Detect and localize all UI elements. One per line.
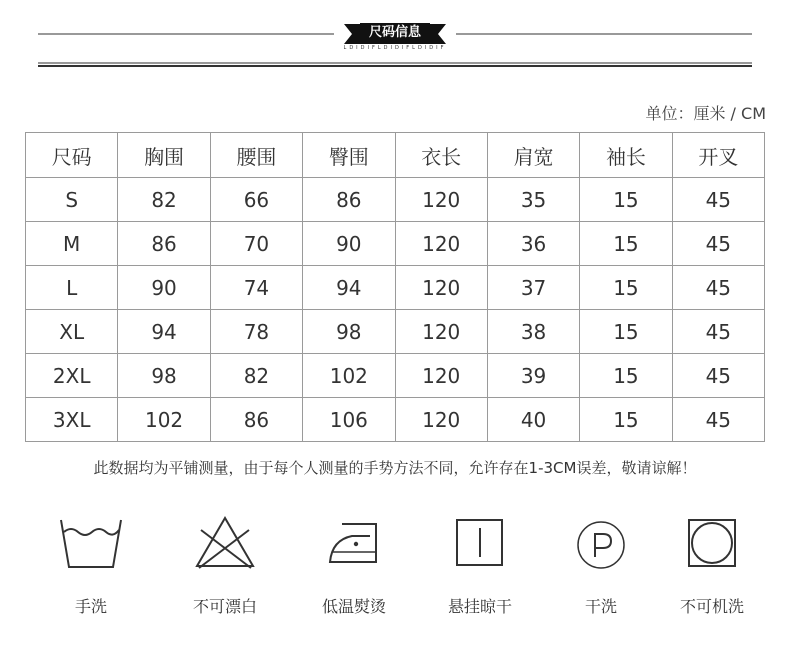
column-header: 肩宽: [487, 133, 579, 178]
care-label: 不可机洗: [679, 597, 744, 616]
hand-wash-icon: [31, 512, 151, 582]
table-cell: 15: [580, 354, 672, 398]
table-cell: 45: [672, 398, 764, 442]
table-cell: 74: [210, 266, 302, 310]
care-label: 干洗: [584, 597, 617, 616]
table-cell: 94: [118, 310, 210, 354]
table-cell: XL: [26, 310, 118, 354]
table-cell: 45: [672, 266, 764, 310]
hang-dry-icon: [420, 512, 540, 582]
table-row: [26, 398, 765, 442]
table-cell: 120: [395, 398, 487, 442]
table-cell: 45: [672, 354, 764, 398]
table-cell: 102: [303, 354, 395, 398]
table-cell: S: [26, 178, 118, 222]
column-header: 开叉: [672, 133, 764, 178]
table-cell: 86: [210, 398, 302, 442]
table-cell: 120: [395, 266, 487, 310]
table-cell: L: [26, 266, 118, 310]
table-cell: 15: [580, 178, 672, 222]
size-table: [25, 132, 765, 442]
table-header-row: [26, 133, 765, 178]
column-header: 尺码: [26, 133, 118, 178]
table-cell: 38: [487, 310, 579, 354]
table-row: [26, 310, 765, 354]
no-tumble-dry-icon: [652, 512, 772, 582]
table-cell: 70: [210, 222, 302, 266]
table-cell: 98: [118, 354, 210, 398]
table-cell: 36: [487, 222, 579, 266]
table-cell: 120: [395, 222, 487, 266]
table-cell: 90: [303, 222, 395, 266]
care-item-hand-wash: [31, 512, 151, 622]
care-label: 不可漂白: [192, 597, 257, 616]
care-item-dry-clean: [541, 512, 661, 622]
table-cell: 35: [487, 178, 579, 222]
table-cell: 106: [303, 398, 395, 442]
table-cell: 82: [210, 354, 302, 398]
care-item-no-tumble-dry: [652, 512, 772, 622]
header-title: 尺码信息: [368, 25, 421, 40]
table-cell: 66: [210, 178, 302, 222]
care-label: 低温熨烫: [321, 597, 386, 616]
table-cell: 98: [303, 310, 395, 354]
care-label: 悬挂晾干: [447, 597, 512, 616]
unit-label: 单位：厘米 / CM: [645, 104, 766, 123]
table-cell: 120: [395, 310, 487, 354]
table-cell: 15: [580, 222, 672, 266]
table-cell: 94: [303, 266, 395, 310]
column-header: 袖长: [580, 133, 672, 178]
column-header: 胸围: [118, 133, 210, 178]
table-cell: 86: [303, 178, 395, 222]
table-cell: 120: [395, 178, 487, 222]
table-cell: 78: [210, 310, 302, 354]
section-header: [0, 0, 790, 70]
table-cell: 15: [580, 310, 672, 354]
table-cell: 3XL: [26, 398, 118, 442]
care-instructions: [0, 512, 790, 632]
table-cell: 120: [395, 354, 487, 398]
table-cell: 40: [487, 398, 579, 442]
care-item-no-bleach: [165, 512, 285, 622]
table-cell: 15: [580, 266, 672, 310]
table-cell: 45: [672, 222, 764, 266]
table-cell: 39: [487, 354, 579, 398]
table-cell: 82: [118, 178, 210, 222]
table-cell: 45: [672, 178, 764, 222]
header-subtitle: LDIDIFLDIDIFLDIDIF: [343, 45, 447, 51]
measurement-note: 此数据均为平铺测量，由于每个人测量的手势方法不同，允许存在1-3CM误差，敬请谅解！: [93, 459, 697, 477]
low-iron-icon: [294, 512, 414, 582]
no-bleach-icon: [165, 512, 285, 582]
care-item-low-iron: [294, 512, 414, 622]
column-header: 衣长: [395, 133, 487, 178]
dry-clean-icon: [541, 512, 661, 582]
table-cell: 102: [118, 398, 210, 442]
table-row: [26, 354, 765, 398]
column-header: 腰围: [210, 133, 302, 178]
table-cell: 86: [118, 222, 210, 266]
care-label: 手洗: [74, 597, 107, 616]
table-row: [26, 266, 765, 310]
table-cell: 2XL: [26, 354, 118, 398]
table-cell: 37: [487, 266, 579, 310]
table-cell: 45: [672, 310, 764, 354]
table-row: [26, 178, 765, 222]
table-cell: M: [26, 222, 118, 266]
table-cell: 90: [118, 266, 210, 310]
table-cell: 15: [580, 398, 672, 442]
table-row: [26, 222, 765, 266]
column-header: 臀围: [303, 133, 395, 178]
care-item-hang-dry: [420, 512, 540, 622]
